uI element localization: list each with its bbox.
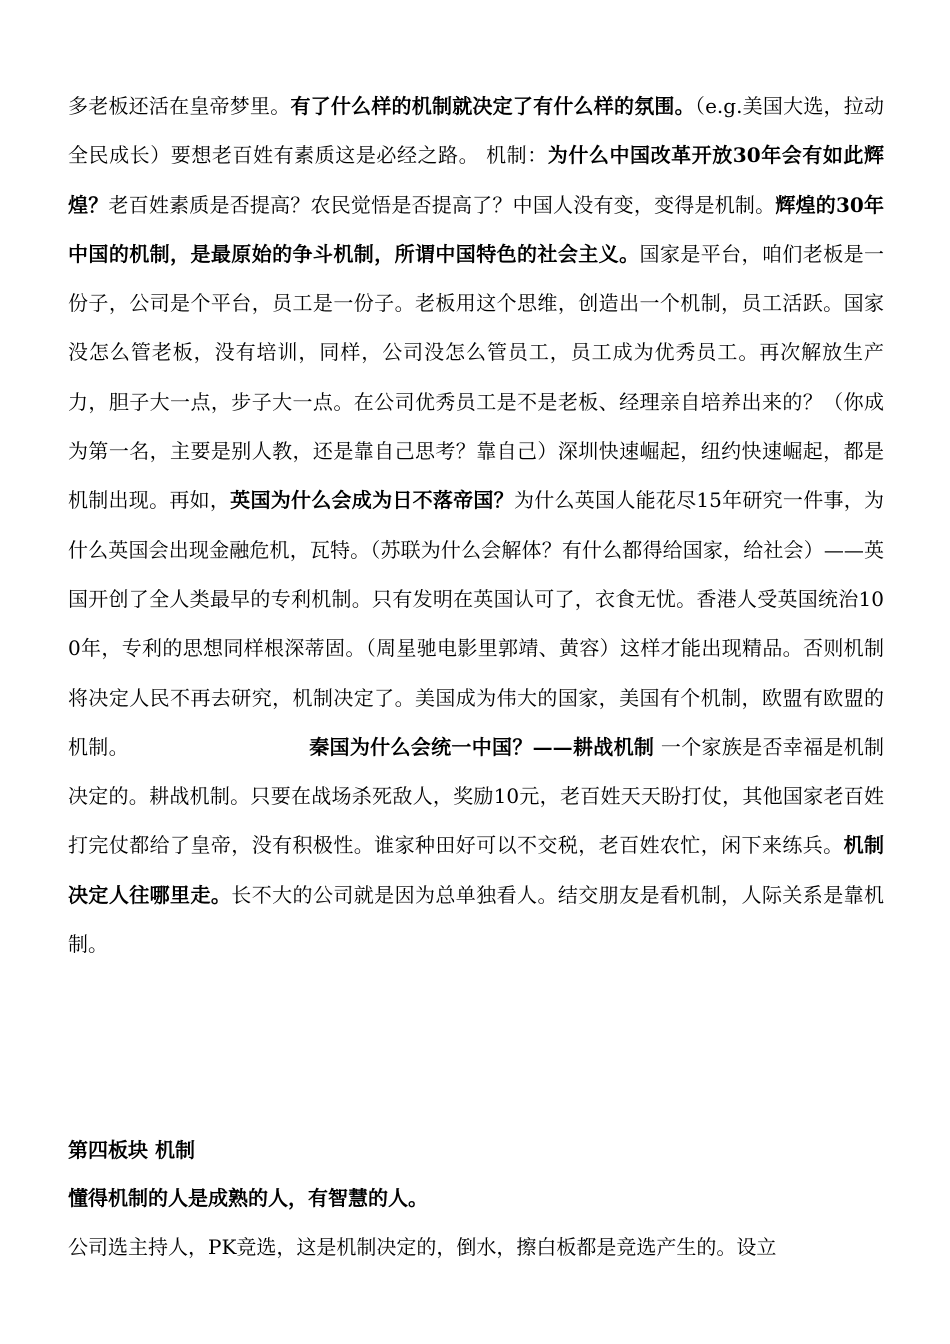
bold-text-run: 英国为什么会成为日不落帝国？ bbox=[230, 488, 514, 513]
bold-text-run: 机制决定人往哪里走。 bbox=[68, 833, 885, 907]
bold-text-run: 为什么中国改革开放30年会有如此辉煌？ bbox=[68, 143, 884, 217]
text-run: 为什么英国人能花尽15年研究一件事，为什么英国会出现金融危机，瓦特。（苏联为什么会解体？有什么都得给国家，给社会）——英国开创了全人类最早的专利机制。只有发明在英国认可了，衣食无忧。香港人受英国统治100年，专利的思想同样根深蒂固。（周星驰电影里郭靖、黄容）这样才能出现精品。否则机制将决定人民不再去研究，机制决定了。美国成为伟大的国家，美国有个机制，欧盟有欧盟的机制。 bbox=[68, 488, 885, 759]
text-run: 长不大的公司就是因为总单独看人。结交朋友是看机制，人际关系是靠机制。 bbox=[68, 882, 885, 957]
text-run: （e.g.美国大选，拉动全民成长）要想老百姓有素质这是必经之路。 机制： bbox=[68, 94, 885, 168]
body-paragraph bbox=[68, 82, 884, 969]
bold-text-run: 秦国为什么会统一中国？——耕战机制 bbox=[308, 734, 655, 759]
text-run: 多老板还活在皇帝梦里。 bbox=[68, 94, 291, 118]
section-subheading: 懂得机制的人是成熟的人，有智慧的人。 bbox=[68, 1186, 428, 1210]
bold-text-run: 有了什么样的机制就决定了有什么样的氛围。 bbox=[290, 94, 695, 118]
section-heading: 第四板块 机制 bbox=[68, 1138, 195, 1162]
text-run: 一个家族是否幸福是机制决定的。耕战机制。只要在战场杀死敌人，奖励10元，老百姓天天盼打仗，其他国家老百姓打完仗都给了皇帝，没有积极性。谁家种田好可以不交税，老百姓农忙，闲下来练兵。 bbox=[68, 734, 885, 858]
bold-text-run: 辉煌的30年中国的机制，是最原始的争斗机制，所谓中国特色的社会主义。 bbox=[68, 192, 884, 266]
text-run: 国家是平台，咱们老板是一份子，公司是个平台，员工是一份子。老板用这个思维，创造出一个机制，员工活跃。国家没怎么管老板，没有培训，同样，公司没怎么管员工，员工成为优秀员工。再次解放生产力，胆子大一点，步子大一点。在公司优秀员工是不是老板、经理亲自培养出来的？（你成为第一名，主要是别人教，还是靠自己思考？靠自己）深圳快速崛起，纽约快速崛起，都是机制出现。再如， bbox=[68, 241, 885, 513]
section-first-line: 公司选主持人，PK竞选，这是机制决定的，倒水，擦白板都是竞选产生的。设立 bbox=[68, 1235, 777, 1259]
text-run: 老百姓素质是否提高？农民觉悟是否提高了？中国人没有变，变得是机制。 bbox=[108, 192, 776, 217]
